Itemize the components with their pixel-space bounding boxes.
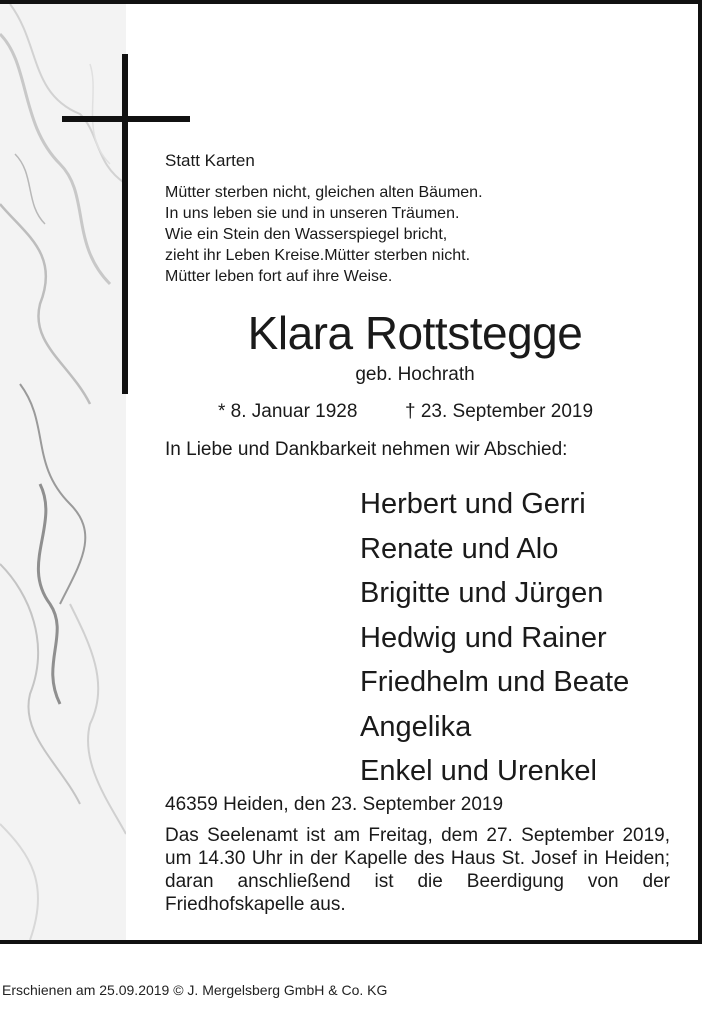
family-member: Renate und Alo bbox=[360, 532, 559, 565]
family-member: Enkel und Urenkel bbox=[360, 755, 597, 787]
family-member: Hedwig und Rainer bbox=[360, 621, 607, 654]
family-member: Friedhelm und Beate bbox=[360, 666, 630, 698]
family-member: Herbert und Gerri bbox=[360, 488, 586, 520]
farewell-text: In Liebe und Dankbarkeit nehmen wir Abschied: bbox=[165, 439, 568, 460]
marble-border-image bbox=[0, 4, 126, 940]
deceased-name: Klara Rottstegge bbox=[247, 307, 583, 359]
poem bbox=[165, 182, 483, 287]
family-member: Brigitte und Jürgen bbox=[360, 577, 604, 609]
family-list bbox=[360, 482, 629, 794]
death-date: † 23. September 2019 bbox=[405, 401, 594, 422]
publication-footer: Erschienen am 25.09.2019 © J. Mergelsberg GmbH & Co. KG bbox=[2, 982, 388, 998]
maiden-name: geb. Hochrath bbox=[355, 364, 475, 385]
service-notice: Das Seelenamt ist am Freitag, dem 27. September 2019, um 14.30 Uhr in der Kapelle des Haus St. Josef in Heiden; daran anschließend ist die Beerdigung von der Friedhofskapelle aus. bbox=[165, 825, 670, 915]
family-member: Angelika bbox=[360, 710, 472, 743]
place-date: 46359 Heiden, den 23. September 2019 bbox=[165, 794, 504, 815]
poem-line: zieht ihr Leben Kreise.Mütter sterben nicht. bbox=[165, 247, 471, 264]
cross-horizontal-icon bbox=[62, 116, 190, 122]
poem-line: Wie ein Stein den Wasserspiegel bricht, bbox=[165, 226, 448, 243]
intro-text: Statt Karten bbox=[165, 151, 255, 170]
poem-line: Mütter leben fort auf ihre Weise. bbox=[165, 268, 393, 285]
birth-date: * 8. Januar 1928 bbox=[218, 401, 358, 422]
poem-line: Mütter sterben nicht, gleichen alten Bäumen. bbox=[165, 184, 483, 201]
poem-line: In uns leben sie und in unseren Träumen. bbox=[165, 205, 460, 222]
